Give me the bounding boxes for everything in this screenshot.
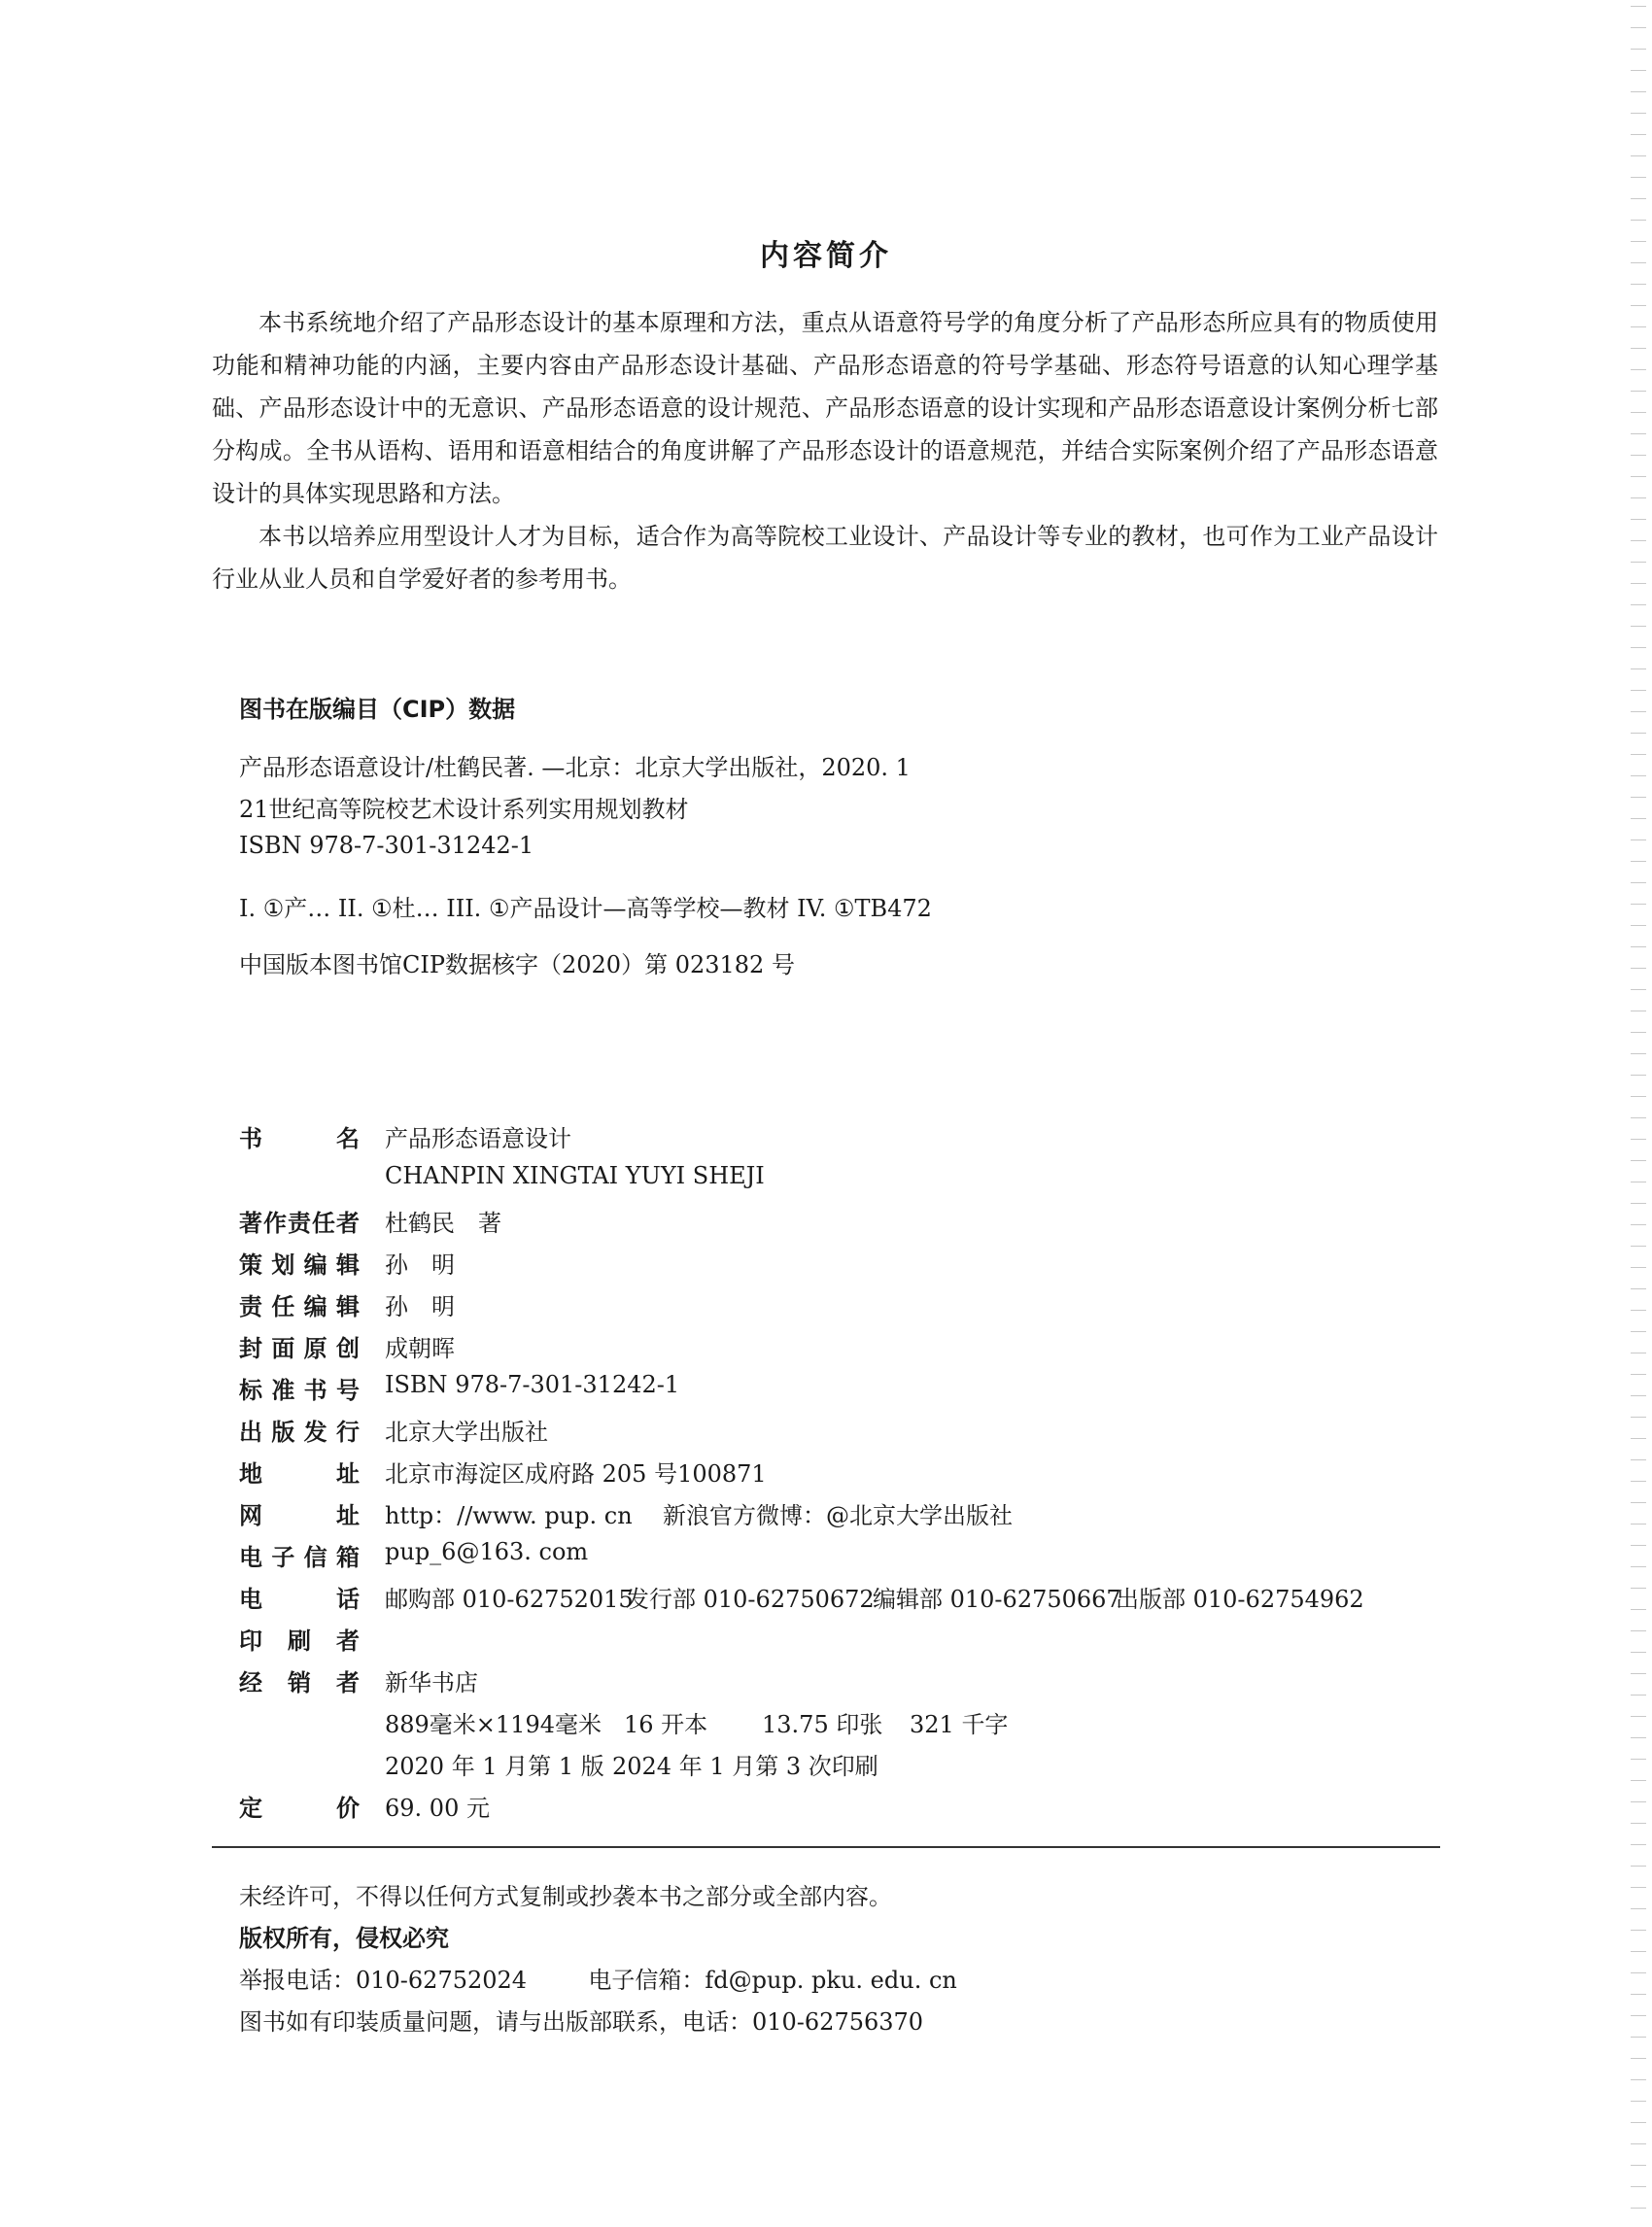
edge-tick: [1631, 369, 1646, 370]
footer-line-3: [239, 1961, 957, 1995]
edge-tick: [1631, 690, 1646, 691]
edge-tick: [1631, 925, 1646, 926]
edge-tick: [1631, 668, 1646, 669]
edge-tick: [1631, 2037, 1646, 2038]
value-spec-words: 321 千字: [910, 1711, 1009, 1738]
edge-tick: [1631, 818, 1646, 819]
edge-tick: [1631, 2143, 1646, 2144]
edge-tick: [1631, 775, 1646, 776]
value-book-name: 产品形态语意设计: [385, 1125, 571, 1152]
label-publisher: 出版发行: [239, 1419, 360, 1446]
footer-report-phone: 举报电话：010-62752024: [239, 1967, 528, 1994]
page-edge-ticks: [1625, 0, 1652, 2227]
cip-line-5: 中国版本图书馆CIP数据核字（2020）第 023182 号: [239, 951, 795, 978]
edge-tick: [1631, 177, 1646, 178]
edge-tick: [1631, 1417, 1646, 1418]
value-book-pinyin: CHANPIN XINGTAI YUYI SHEJI: [385, 1162, 765, 1189]
value-phone-edit: 编辑部 010-62750667: [873, 1586, 1121, 1613]
page-title: 内容简介: [760, 239, 892, 273]
value-planning-editor: 孙 明: [385, 1251, 455, 1279]
edge-tick: [1631, 711, 1646, 712]
edge-tick: [1631, 968, 1646, 969]
edge-tick: [1631, 1160, 1646, 1161]
value-email: pup_6@163. com: [385, 1538, 589, 1565]
label-price: 定价: [239, 1795, 360, 1822]
edge-tick: [1631, 2186, 1646, 2187]
footer-line-4: 图书如有印装质量问题，请与出版部联系，电话：010-62756370: [239, 2008, 924, 2036]
edge-tick: [1631, 1972, 1646, 1973]
edge-tick: [1631, 1823, 1646, 1824]
edge-tick: [1631, 1502, 1646, 1503]
label-planning-editor: 策划编辑: [239, 1251, 360, 1279]
edge-tick: [1631, 1331, 1646, 1332]
edge-tick: [1631, 284, 1646, 285]
label-author: 著作责任者: [239, 1210, 360, 1237]
edge-tick: [1631, 2015, 1646, 2016]
edge-tick: [1631, 839, 1646, 840]
value-seller: 新华书店: [385, 1669, 478, 1696]
edge-tick: [1631, 1609, 1646, 1610]
value-phone-dist: 发行部 010-62750672: [626, 1586, 875, 1613]
edge-tick: [1631, 433, 1646, 434]
edge-tick: [1631, 1203, 1646, 1204]
edge-tick: [1631, 583, 1646, 584]
edge-tick: [1631, 1566, 1646, 1567]
edge-tick: [1631, 1994, 1646, 1995]
edge-tick: [1631, 27, 1646, 28]
edge-tick: [1631, 476, 1646, 477]
edge-tick: [1631, 1459, 1646, 1460]
label-phone: 电话: [239, 1586, 360, 1613]
edge-tick: [1631, 861, 1646, 862]
edge-tick: [1631, 1310, 1646, 1311]
edge-tick: [1631, 1908, 1646, 1909]
edge-tick: [1631, 1246, 1646, 1247]
edge-tick: [1631, 91, 1646, 92]
edge-tick: [1631, 1524, 1646, 1525]
edge-tick: [1631, 1288, 1646, 1289]
edge-tick: [1631, 391, 1646, 392]
edge-tick: [1631, 1737, 1646, 1738]
edge-tick: [1631, 946, 1646, 947]
value-cover: 成朝晖: [385, 1335, 455, 1362]
edge-tick: [1631, 2079, 1646, 2080]
label-printer: 印刷者: [239, 1627, 360, 1655]
edge-tick: [1631, 519, 1646, 520]
edge-tick: [1631, 49, 1646, 50]
value-address: 北京市海淀区成府路 205 号100871: [385, 1460, 767, 1488]
edge-tick: [1631, 733, 1646, 734]
edge-tick: [1631, 882, 1646, 883]
edge-tick: [1631, 647, 1646, 648]
edge-tick: [1631, 1374, 1646, 1375]
edge-tick: [1631, 904, 1646, 905]
edge-tick: [1631, 1588, 1646, 1589]
value-isbn: ISBN 978-7-301-31242-1: [385, 1371, 680, 1398]
value-editor: 孙 明: [385, 1293, 455, 1320]
edge-tick: [1631, 1075, 1646, 1076]
label-editor: 责任编辑: [239, 1293, 360, 1320]
value-author: 杜鹤民 著: [385, 1210, 501, 1237]
value-spec-format: 16 开本: [624, 1711, 708, 1738]
edge-tick: [1631, 797, 1646, 798]
edge-tick: [1631, 1951, 1646, 1952]
edge-tick: [1631, 1866, 1646, 1867]
edge-tick: [1631, 1481, 1646, 1482]
edge-tick: [1631, 1759, 1646, 1760]
value-spec-size: 889毫米×1194毫米: [385, 1711, 602, 1738]
edge-tick: [1631, 1032, 1646, 1033]
cip-line-2: 21世纪高等院校艺术设计系列实用规划教材: [239, 796, 689, 823]
edge-tick: [1631, 1545, 1646, 1546]
label-isbn: 标准书号: [239, 1377, 360, 1404]
edge-tick: [1631, 1887, 1646, 1888]
edge-tick: [1631, 1716, 1646, 1717]
edge-tick: [1631, 1695, 1646, 1696]
edge-tick: [1631, 198, 1646, 199]
cip-line-3: ISBN 978-7-301-31242-1: [239, 832, 534, 859]
edge-tick: [1631, 70, 1646, 71]
footer-line-2: 版权所有，侵权必究: [239, 1925, 449, 1952]
edge-tick: [1631, 348, 1646, 349]
edge-tick: [1631, 540, 1646, 541]
edge-tick: [1631, 1139, 1646, 1140]
edge-tick: [1631, 1780, 1646, 1781]
value-phone-pub: 出版部 010-62754962: [1116, 1586, 1364, 1613]
cip-line-1: 产品形态语意设计/杜鹤民著. —北京：北京大学出版社，2020. 1: [239, 754, 911, 781]
label-cover: 封面原创: [239, 1335, 360, 1362]
edge-tick: [1631, 1844, 1646, 1845]
value-weibo: 新浪官方微博：@北京大学出版社: [663, 1502, 1013, 1529]
intro-paragraph-1: 本书系统地介绍了产品形态设计的基本原理和方法，重点从语意符号学的角度分析了产品形态所应具有的物质使用功能和精神功能的内涵，主要内容由产品形态设计基础、产品形态语意的符号学基础、形态符号语意的认知心理学基础、产品形态设计中的无意识、产品形态语意的设计规范、产品形态语意的设计实现和产品形态语意设计案例分析七部分构成。全书从语构、语用和语意相结合的角度讲解了产品形态设计的语意规范，并结合实际案例介绍了产品形态语意设计的具体实现思路和方法。: [212, 309, 1438, 507]
label-address: 地址: [239, 1460, 360, 1488]
value-phone-mail: 邮购部 010-62752015: [385, 1586, 634, 1613]
label-website: 网址: [239, 1502, 360, 1529]
label-email: 电子信箱: [239, 1544, 360, 1571]
value-edition-1: 2020 年 1 月第 1 版: [385, 1753, 604, 1780]
intro-paragraph-2: 本书以培养应用型设计人才为目标，适合作为高等院校工业设计、产品设计等专业的教材，也可作为工业产品设计行业从业人员和自学爱好者的参考用书。: [212, 523, 1438, 593]
edge-tick: [1631, 1267, 1646, 1268]
cip-heading: 图书在版编目（CIP）数据: [239, 696, 516, 723]
intro-section: [212, 301, 1438, 600]
edge-tick: [1631, 220, 1646, 221]
value-price: 69. 00 元: [385, 1795, 490, 1822]
edge-tick: [1631, 1930, 1646, 1931]
edge-tick: [1631, 1395, 1646, 1396]
edge-tick: [1631, 455, 1646, 456]
label-book-name: 书名: [239, 1125, 360, 1152]
divider-rule: [212, 1846, 1440, 1848]
footer-report-email: 电子信箱：fd@pup. pku. edu. cn: [588, 1967, 957, 1994]
edge-tick: [1631, 6, 1646, 7]
edge-tick: [1631, 989, 1646, 990]
edge-tick: [1631, 1096, 1646, 1097]
edge-tick: [1631, 1630, 1646, 1631]
value-spec-sheets: 13.75 印张: [762, 1711, 883, 1738]
edge-tick: [1631, 1224, 1646, 1225]
label-seller: 经销者: [239, 1669, 360, 1696]
edge-tick: [1631, 2165, 1646, 2166]
value-publisher: 北京大学出版社: [385, 1419, 548, 1446]
edge-tick: [1631, 562, 1646, 563]
edge-tick: [1631, 2122, 1646, 2123]
edge-tick: [1631, 412, 1646, 413]
footer-line-1: 未经许可，不得以任何方式复制或抄袭本书之部分或全部内容。: [239, 1883, 892, 1910]
edge-tick: [1631, 2101, 1646, 2102]
edge-tick: [1631, 2058, 1646, 2059]
edge-tick: [1631, 1438, 1646, 1439]
edge-tick: [1631, 155, 1646, 156]
edge-tick: [1631, 626, 1646, 627]
value-edition-2: 2024 年 1 月第 3 次印刷: [612, 1753, 878, 1780]
edge-tick: [1631, 1117, 1646, 1118]
edge-tick: [1631, 305, 1646, 306]
edge-tick: [1631, 134, 1646, 135]
edge-tick: [1631, 754, 1646, 755]
edge-tick: [1631, 1801, 1646, 1802]
edge-tick: [1631, 604, 1646, 605]
edge-tick: [1631, 1652, 1646, 1653]
cip-line-4: I. ①产… II. ①杜… III. ①产品设计—高等学校—教材 IV. ①TB472: [239, 895, 932, 922]
edge-tick: [1631, 1673, 1646, 1674]
edge-tick: [1631, 1053, 1646, 1054]
value-website: http：//www. pup. cn: [385, 1502, 633, 1529]
edge-tick: [1631, 2208, 1646, 2209]
edge-tick: [1631, 326, 1646, 327]
edge-tick: [1631, 113, 1646, 114]
edge-tick: [1631, 497, 1646, 498]
